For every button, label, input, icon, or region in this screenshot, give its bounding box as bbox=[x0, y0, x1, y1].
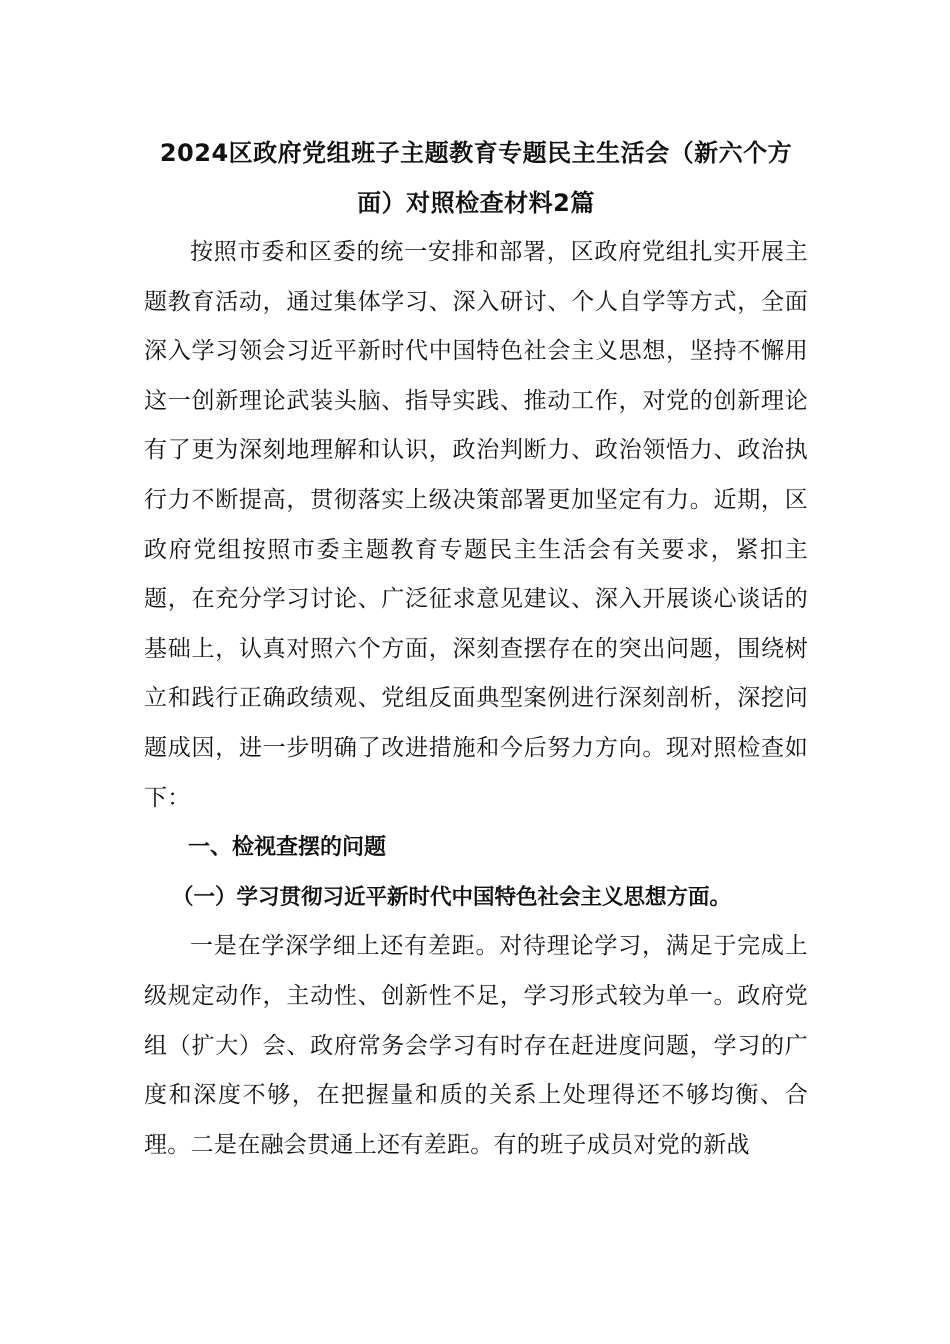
subsection-paragraph: 一是在学深学细上还有差距。对待理论学习，满足于完成上级规定动作，主动性、创新性不足，学习形式较为单一。政府党组（扩大）会、政府常务会学习有时存在赶进度问题，学习的广度和深度不够，在把握量和质的关系上处理得还不够均衡、合理。二是在融会贯通上还有差距。有的班子成员对党的新战 bbox=[144, 933, 808, 1158]
document-title-line-2: 面）对照检查材料2篇 bbox=[357, 189, 595, 217]
document-body bbox=[144, 128, 808, 1170]
subsection-heading: （一）学习贯彻习近平新时代中国特色社会主义思想方面。 bbox=[171, 884, 731, 910]
document-title bbox=[144, 128, 808, 228]
section-heading: 一、检视查摆的问题 bbox=[188, 835, 387, 861]
document-title-line-1: 2024区政府党组班子主题教育专题民主生活会（新六个方 bbox=[159, 139, 793, 167]
intro-paragraph: 按照市委和区委的统一安排和部署，区政府党组扎实开展主题教育活动，通过集体学习、深入研讨、个人自学等方式，全面深入学习领会习近平新时代中国特色社会主义思想，坚持不懈用这一创新理论武装头脑、指导实践、推动工作，对党的创新理论有了更为深刻地理解和认识，政治判断力、政治领悟力、政治执行力不断提高，贯彻落实上级决策部署更加坚定有力。近期，区政府党组按照市委主题教育专题民主生活会有关要求，紧扣主题，在充分学习讨论、广泛征求意见建议、深入开展谈心谈话的基础上，认真对照六个方面，深刻查摆存在的突出问题，围绕树立和践行正确政绩观、党组反面典型案例进行深刻剖析，深挖问题成因，进一步明确了改进措施和今后努力方向。现对照检查如下： bbox=[144, 239, 808, 811]
